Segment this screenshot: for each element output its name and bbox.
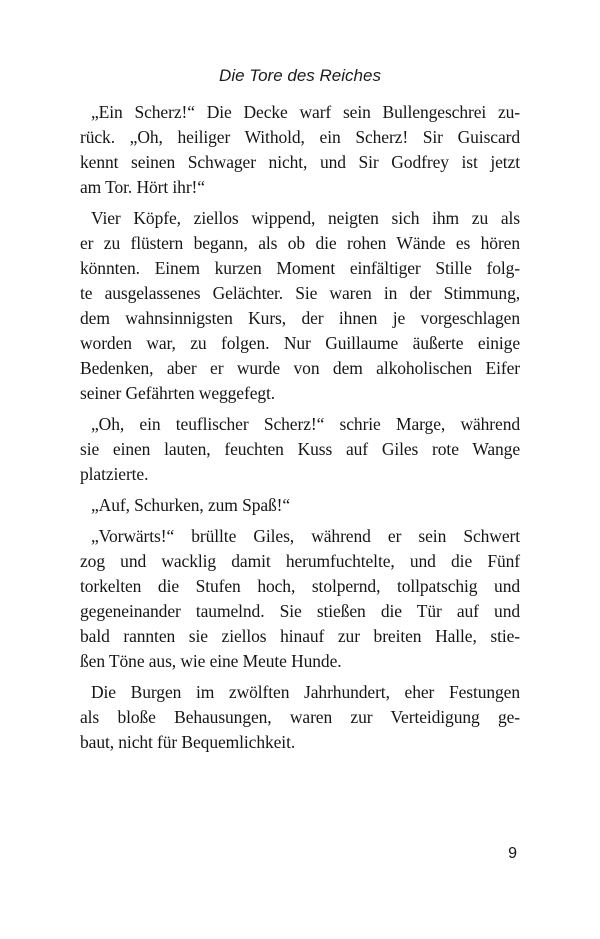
text-line: Vier Köpfe, ziellos wippend, neigten sich ihm zu als <box>91 208 520 228</box>
text-line: „Oh, ein teuflischer Scherz!“ schrie Marge, während <box>91 414 520 434</box>
text-line: Bedenken, aber er wurde von dem alkoholischen Eifer <box>80 358 520 378</box>
paragraph <box>80 100 520 200</box>
text-line: dem wahnsinnigsten Kurs, der ihnen je vorgeschlagen <box>80 308 520 328</box>
paragraph <box>80 412 520 487</box>
paragraph <box>80 493 520 518</box>
paragraph <box>80 206 520 406</box>
text-line: als bloße Behausungen, waren zur Verteidigung ge- <box>80 707 520 727</box>
text-line: bald rannten sie ziellos hinauf zur breiten Halle, stie- <box>80 626 520 646</box>
text-block <box>80 66 520 761</box>
text-line: Die Burgen im zwölften Jahrhundert, eher Festungen <box>91 682 520 702</box>
running-header: Die Tore des Reiches <box>219 66 381 85</box>
text-line: platzierte. <box>80 464 149 484</box>
text-line: „Vorwärts!“ brüllte Giles, während er sein Schwert <box>91 526 520 546</box>
text-line: er zu flüstern begann, als ob die rohen Wände es hören <box>80 233 520 253</box>
paragraph <box>80 680 520 755</box>
text-line: seiner Gefährten weggefegt. <box>80 383 276 403</box>
text-line: baut, nicht für Bequemlichkeit. <box>80 732 296 752</box>
text-line: zog und wacklig damit herumfuchtelte, und die Fünf <box>80 551 520 571</box>
text-line: „Ein Scherz!“ Die Decke warf sein Bullengeschrei zu- <box>91 102 520 122</box>
text-line: gegeneinander taumelnd. Sie stießen die Tür auf und <box>80 601 520 621</box>
text-line: ßen Töne aus, wie eine Meute Hunde. <box>80 651 342 671</box>
text-line: könnten. Einem kurzen Moment einfältiger Stille folg- <box>80 258 520 278</box>
text-line: rück. „Oh, heiliger Withold, ein Scherz! Sir Guiscard <box>80 127 520 147</box>
text-line: „Auf, Schurken, zum Spaß!“ <box>91 495 291 515</box>
text-line: sie einen lauten, feuchten Kuss auf Giles rote Wange <box>80 439 520 459</box>
paragraph <box>80 524 520 674</box>
page-number: 9 <box>508 845 517 862</box>
text-line: torkelten die Stufen hoch, stolpernd, tollpatschig und <box>80 576 520 596</box>
text-line: te ausgelassenes Gelächter. Sie waren in der Stimmung, <box>80 283 520 303</box>
text-line: worden war, zu folgen. Nur Guillaume äußerte einige <box>80 333 520 353</box>
text-line: kennt seinen Schwager nicht, und Sir Godfrey ist jetzt <box>80 152 520 172</box>
text-line: am Tor. Hört ihr!“ <box>80 177 205 197</box>
body-text <box>80 100 520 755</box>
